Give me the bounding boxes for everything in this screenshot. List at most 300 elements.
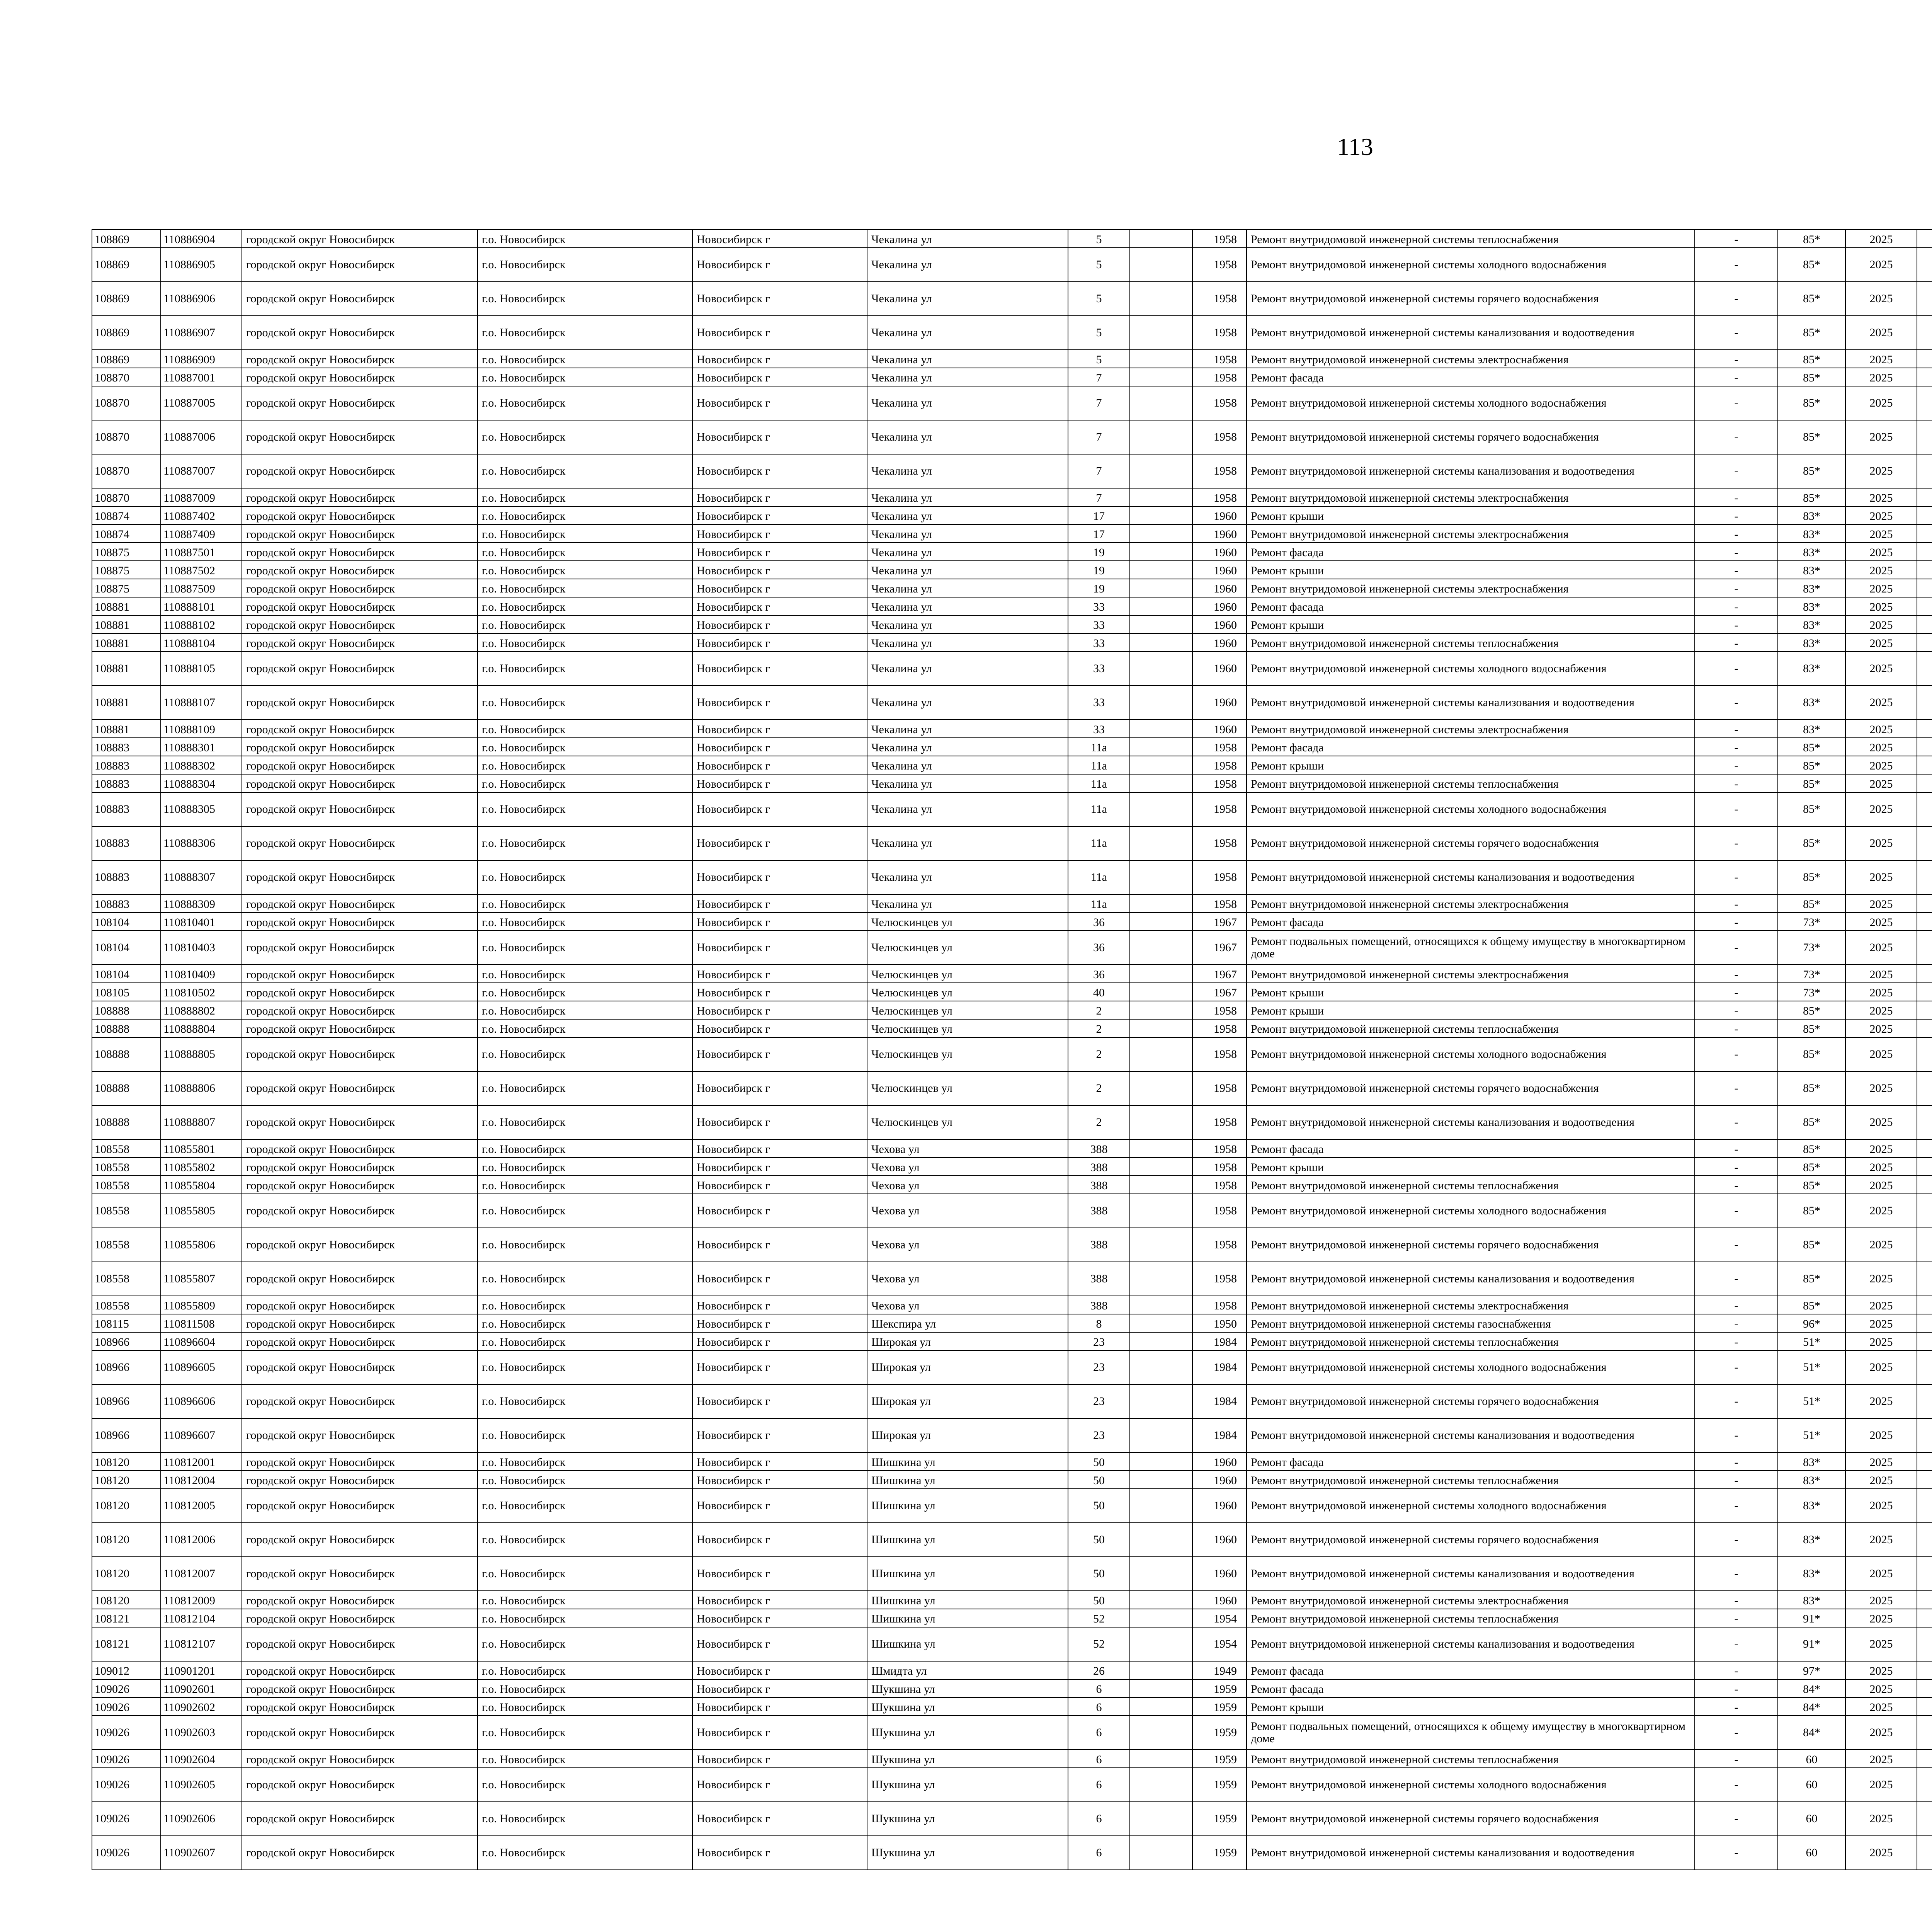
cell-building xyxy=(1130,1750,1192,1768)
cell-house-number: 2 xyxy=(1068,1001,1130,1019)
cell-street: Шишкина ул xyxy=(867,1471,1068,1489)
cell-locality: Новосибирск г xyxy=(692,561,867,579)
cell-work-id: 110896607 xyxy=(161,1418,242,1452)
cell-work-id: 110812104 xyxy=(161,1609,242,1627)
cell-year-built: 1958 xyxy=(1192,1037,1247,1071)
cell-indicator: - xyxy=(1695,965,1778,983)
cell-plan-year-end xyxy=(1917,488,1932,506)
cell-city-district: г.о. Новосибирск xyxy=(478,524,692,543)
cell-house-id: 108120 xyxy=(92,1591,161,1609)
cell-plan-year-start: 2025 xyxy=(1845,1523,1917,1557)
cell-work-type: Ремонт крыши xyxy=(1247,561,1695,579)
cell-plan-year-start: 2025 xyxy=(1845,282,1917,316)
cell-house-id: 108870 xyxy=(92,368,161,386)
cell-city-district: г.о. Новосибирск xyxy=(478,894,692,913)
cell-work-type: Ремонт внутридомовой инженерной системы холодного водоснабжения xyxy=(1247,386,1695,420)
cell-wear-percent: 85* xyxy=(1778,1158,1845,1176)
cell-municipality: городской округ Новосибирск xyxy=(242,1176,478,1194)
cell-locality: Новосибирск г xyxy=(692,652,867,686)
cell-locality: Новосибирск г xyxy=(692,894,867,913)
cell-wear-percent: 83* xyxy=(1778,543,1845,561)
cell-plan-year-end xyxy=(1917,1452,1932,1471)
cell-house-id: 109026 xyxy=(92,1697,161,1716)
cell-plan-year-end xyxy=(1917,1471,1932,1489)
cell-municipality: городской округ Новосибирск xyxy=(242,1228,478,1262)
cell-work-type: Ремонт внутридомовой инженерной системы электроснабжения xyxy=(1247,488,1695,506)
cell-building xyxy=(1130,983,1192,1001)
cell-work-type: Ремонт внутридомовой инженерной системы электроснабжения xyxy=(1247,350,1695,368)
table-row xyxy=(92,720,1932,738)
cell-work-type: Ремонт внутридомовой инженерной системы теплоснабжения xyxy=(1247,1019,1695,1037)
cell-work-type: Ремонт внутридомовой инженерной системы канализования и водоотведения xyxy=(1247,1262,1695,1296)
cell-wear-percent: 83* xyxy=(1778,579,1845,597)
cell-indicator: - xyxy=(1695,488,1778,506)
cell-work-type: Ремонт крыши xyxy=(1247,1158,1695,1176)
cell-building xyxy=(1130,1105,1192,1139)
cell-work-id: 110812005 xyxy=(161,1489,242,1523)
cell-house-id: 108115 xyxy=(92,1314,161,1332)
cell-plan-year-end xyxy=(1917,1350,1932,1384)
cell-street: Широкая ул xyxy=(867,1418,1068,1452)
cell-year-built: 1960 xyxy=(1192,1557,1247,1591)
cell-plan-year-start: 2025 xyxy=(1845,1489,1917,1523)
cell-municipality: городской округ Новосибирск xyxy=(242,454,478,488)
cell-street: Чекалина ул xyxy=(867,792,1068,826)
cell-indicator: - xyxy=(1695,931,1778,965)
cell-house-number: 33 xyxy=(1068,686,1130,720)
cell-city-district: г.о. Новосибирск xyxy=(478,720,692,738)
cell-year-built: 1958 xyxy=(1192,386,1247,420)
cell-house-number: 5 xyxy=(1068,350,1130,368)
cell-wear-percent: 85* xyxy=(1778,282,1845,316)
cell-work-id: 110888304 xyxy=(161,774,242,792)
cell-street: Шишкина ул xyxy=(867,1627,1068,1661)
cell-work-type: Ремонт крыши xyxy=(1247,615,1695,633)
cell-work-id: 110886904 xyxy=(161,230,242,248)
cell-street: Шукшина ул xyxy=(867,1768,1068,1802)
cell-municipality: городской округ Новосибирск xyxy=(242,774,478,792)
cell-building xyxy=(1130,1262,1192,1296)
cell-year-built: 1967 xyxy=(1192,983,1247,1001)
cell-street: Шишкина ул xyxy=(867,1609,1068,1627)
cell-street: Широкая ул xyxy=(867,1332,1068,1350)
cell-indicator: - xyxy=(1695,1176,1778,1194)
cell-work-id: 110887009 xyxy=(161,488,242,506)
cell-wear-percent: 83* xyxy=(1778,1471,1845,1489)
cell-year-built: 1958 xyxy=(1192,826,1247,860)
cell-city-district: г.о. Новосибирск xyxy=(478,1609,692,1627)
cell-work-id: 110902606 xyxy=(161,1802,242,1836)
cell-year-built: 1958 xyxy=(1192,1139,1247,1158)
cell-locality: Новосибирск г xyxy=(692,579,867,597)
cell-plan-year-end xyxy=(1917,1296,1932,1314)
table-body xyxy=(92,230,1932,1870)
cell-street: Чекалина ул xyxy=(867,506,1068,524)
cell-wear-percent: 51* xyxy=(1778,1418,1845,1452)
cell-city-district: г.о. Новосибирск xyxy=(478,1001,692,1019)
cell-building xyxy=(1130,1158,1192,1176)
cell-city-district: г.о. Новосибирск xyxy=(478,1661,692,1679)
cell-plan-year-start: 2025 xyxy=(1845,1019,1917,1037)
cell-year-built: 1960 xyxy=(1192,579,1247,597)
cell-house-id: 108883 xyxy=(92,774,161,792)
cell-year-built: 1967 xyxy=(1192,965,1247,983)
cell-plan-year-start: 2025 xyxy=(1845,1001,1917,1019)
cell-work-id: 110888101 xyxy=(161,597,242,615)
cell-year-built: 1958 xyxy=(1192,1228,1247,1262)
cell-wear-percent: 84* xyxy=(1778,1716,1845,1750)
cell-street: Шишкина ул xyxy=(867,1591,1068,1609)
cell-house-id: 108875 xyxy=(92,579,161,597)
cell-plan-year-start: 2025 xyxy=(1845,774,1917,792)
cell-locality: Новосибирск г xyxy=(692,1139,867,1158)
cell-indicator: - xyxy=(1695,774,1778,792)
cell-plan-year-end xyxy=(1917,561,1932,579)
cell-work-id: 110855801 xyxy=(161,1139,242,1158)
cell-street: Чехова ул xyxy=(867,1139,1068,1158)
cell-wear-percent: 85* xyxy=(1778,792,1845,826)
cell-work-id: 110896606 xyxy=(161,1384,242,1418)
cell-street: Чекалина ул xyxy=(867,720,1068,738)
cell-indicator: - xyxy=(1695,1661,1778,1679)
table-row xyxy=(92,420,1932,454)
table-row xyxy=(92,506,1932,524)
cell-work-type: Ремонт фасада xyxy=(1247,1452,1695,1471)
cell-year-built: 1958 xyxy=(1192,1158,1247,1176)
cell-city-district: г.о. Новосибирск xyxy=(478,597,692,615)
cell-plan-year-end xyxy=(1917,248,1932,282)
cell-indicator: - xyxy=(1695,1836,1778,1870)
cell-plan-year-end xyxy=(1917,774,1932,792)
cell-building xyxy=(1130,1836,1192,1870)
cell-municipality: городской округ Новосибирск xyxy=(242,652,478,686)
cell-house-id: 108875 xyxy=(92,543,161,561)
cell-locality: Новосибирск г xyxy=(692,316,867,350)
cell-indicator: - xyxy=(1695,1228,1778,1262)
cell-municipality: городской округ Новосибирск xyxy=(242,524,478,543)
cell-work-id: 110888307 xyxy=(161,860,242,894)
cell-municipality: городской округ Новосибирск xyxy=(242,1609,478,1627)
cell-municipality: городской округ Новосибирск xyxy=(242,1350,478,1384)
cell-plan-year-end xyxy=(1917,1037,1932,1071)
cell-street: Чекалина ул xyxy=(867,860,1068,894)
cell-plan-year-start: 2025 xyxy=(1845,1627,1917,1661)
cell-building xyxy=(1130,720,1192,738)
cell-building xyxy=(1130,894,1192,913)
cell-work-id: 110888806 xyxy=(161,1071,242,1105)
cell-municipality: городской округ Новосибирск xyxy=(242,368,478,386)
table-row xyxy=(92,894,1932,913)
cell-house-id: 108104 xyxy=(92,931,161,965)
cell-indicator: - xyxy=(1695,1019,1778,1037)
cell-street: Шекспира ул xyxy=(867,1314,1068,1332)
cell-plan-year-start: 2025 xyxy=(1845,686,1917,720)
cell-year-built: 1984 xyxy=(1192,1332,1247,1350)
cell-building xyxy=(1130,1037,1192,1071)
cell-indicator: - xyxy=(1695,983,1778,1001)
cell-house-id: 108883 xyxy=(92,826,161,860)
cell-work-id: 110886906 xyxy=(161,282,242,316)
cell-house-id: 108966 xyxy=(92,1384,161,1418)
cell-plan-year-start: 2025 xyxy=(1845,1557,1917,1591)
cell-wear-percent: 84* xyxy=(1778,1697,1845,1716)
cell-locality: Новосибирск г xyxy=(692,524,867,543)
cell-municipality: городской округ Новосибирск xyxy=(242,1384,478,1418)
cell-house-id: 108883 xyxy=(92,756,161,774)
cell-street: Чекалина ул xyxy=(867,774,1068,792)
cell-plan-year-end xyxy=(1917,1768,1932,1802)
table-row xyxy=(92,1661,1932,1679)
table-row xyxy=(92,1418,1932,1452)
cell-work-type: Ремонт внутридомовой инженерной системы канализования и водоотведения xyxy=(1247,860,1695,894)
table-row xyxy=(92,1836,1932,1870)
cell-municipality: городской округ Новосибирск xyxy=(242,1768,478,1802)
cell-plan-year-end xyxy=(1917,1001,1932,1019)
cell-plan-year-start: 2025 xyxy=(1845,615,1917,633)
cell-plan-year-end xyxy=(1917,1105,1932,1139)
cell-building xyxy=(1130,561,1192,579)
cell-indicator: - xyxy=(1695,506,1778,524)
cell-plan-year-end xyxy=(1917,420,1932,454)
cell-year-built: 1967 xyxy=(1192,931,1247,965)
cell-municipality: городской округ Новосибирск xyxy=(242,1679,478,1697)
cell-work-type: Ремонт внутридомовой инженерной системы газоснабжения xyxy=(1247,1314,1695,1332)
cell-work-id: 110902601 xyxy=(161,1679,242,1697)
cell-house-id: 108558 xyxy=(92,1296,161,1314)
cell-work-type: Ремонт крыши xyxy=(1247,756,1695,774)
cell-building xyxy=(1130,1296,1192,1314)
table-row xyxy=(92,965,1932,983)
cell-house-id: 108558 xyxy=(92,1158,161,1176)
cell-wear-percent: 85* xyxy=(1778,1176,1845,1194)
cell-work-type: Ремонт внутридомовой инженерной системы теплоснабжения xyxy=(1247,230,1695,248)
cell-city-district: г.о. Новосибирск xyxy=(478,1105,692,1139)
cell-work-id: 110810409 xyxy=(161,965,242,983)
cell-plan-year-end xyxy=(1917,1523,1932,1557)
cell-house-id: 108881 xyxy=(92,720,161,738)
cell-street: Чекалина ул xyxy=(867,248,1068,282)
cell-indicator: - xyxy=(1695,633,1778,652)
cell-work-id: 110855802 xyxy=(161,1158,242,1176)
cell-building xyxy=(1130,826,1192,860)
cell-indicator: - xyxy=(1695,1802,1778,1836)
cell-house-number: 2 xyxy=(1068,1019,1130,1037)
cell-house-number: 11а xyxy=(1068,792,1130,826)
cell-work-id: 110901201 xyxy=(161,1661,242,1679)
cell-house-number: 50 xyxy=(1068,1591,1130,1609)
cell-locality: Новосибирск г xyxy=(692,1627,867,1661)
cell-house-id: 108966 xyxy=(92,1418,161,1452)
cell-plan-year-end xyxy=(1917,386,1932,420)
cell-locality: Новосибирск г xyxy=(692,1836,867,1870)
cell-locality: Новосибирск г xyxy=(692,615,867,633)
cell-plan-year-start: 2025 xyxy=(1845,248,1917,282)
table-row xyxy=(92,386,1932,420)
cell-locality: Новосибирск г xyxy=(692,931,867,965)
cell-municipality: городской округ Новосибирск xyxy=(242,894,478,913)
cell-work-id: 110888105 xyxy=(161,652,242,686)
cell-house-id: 108881 xyxy=(92,633,161,652)
table-row xyxy=(92,597,1932,615)
cell-building xyxy=(1130,931,1192,965)
cell-plan-year-start: 2025 xyxy=(1845,316,1917,350)
cell-municipality: городской округ Новосибирск xyxy=(242,597,478,615)
cell-city-district: г.о. Новосибирск xyxy=(478,1384,692,1418)
table-row xyxy=(92,368,1932,386)
cell-plan-year-end xyxy=(1917,1609,1932,1627)
cell-year-built: 1958 xyxy=(1192,1001,1247,1019)
cell-year-built: 1958 xyxy=(1192,488,1247,506)
cell-year-built: 1959 xyxy=(1192,1697,1247,1716)
cell-city-district: г.о. Новосибирск xyxy=(478,1471,692,1489)
cell-street: Чехова ул xyxy=(867,1262,1068,1296)
cell-indicator: - xyxy=(1695,1296,1778,1314)
cell-plan-year-end xyxy=(1917,913,1932,931)
cell-plan-year-start: 2025 xyxy=(1845,1158,1917,1176)
cell-house-id: 108874 xyxy=(92,524,161,543)
cell-building xyxy=(1130,1557,1192,1591)
cell-work-type: Ремонт внутридомовой инженерной системы горячего водоснабжения xyxy=(1247,826,1695,860)
cell-house-number: 7 xyxy=(1068,386,1130,420)
cell-plan-year-start: 2025 xyxy=(1845,230,1917,248)
cell-building xyxy=(1130,1314,1192,1332)
cell-house-id: 108870 xyxy=(92,488,161,506)
cell-municipality: городской округ Новосибирск xyxy=(242,1523,478,1557)
cell-work-id: 110812001 xyxy=(161,1452,242,1471)
table-row xyxy=(92,454,1932,488)
cell-city-district: г.о. Новосибирск xyxy=(478,1158,692,1176)
cell-street: Шишкина ул xyxy=(867,1557,1068,1591)
cell-work-id: 110888104 xyxy=(161,633,242,652)
cell-wear-percent: 83* xyxy=(1778,1591,1845,1609)
page-number: 113 xyxy=(1337,133,1373,160)
cell-city-district: г.о. Новосибирск xyxy=(478,579,692,597)
cell-year-built: 1958 xyxy=(1192,774,1247,792)
cell-wear-percent: 85* xyxy=(1778,1194,1845,1228)
cell-plan-year-end xyxy=(1917,1697,1932,1716)
cell-plan-year-start: 2025 xyxy=(1845,931,1917,965)
repair-program-table xyxy=(92,229,1932,1870)
cell-work-type: Ремонт фасада xyxy=(1247,738,1695,756)
cell-work-type: Ремонт внутридомовой инженерной системы теплоснабжения xyxy=(1247,1609,1695,1627)
cell-plan-year-end xyxy=(1917,1557,1932,1591)
cell-city-district: г.о. Новосибирск xyxy=(478,1296,692,1314)
cell-work-type: Ремонт внутридомовой инженерной системы теплоснабжения xyxy=(1247,774,1695,792)
cell-plan-year-start: 2025 xyxy=(1845,1768,1917,1802)
cell-municipality: городской округ Новосибирск xyxy=(242,1139,478,1158)
cell-year-built: 1949 xyxy=(1192,1661,1247,1679)
table-row xyxy=(92,1228,1932,1262)
cell-indicator: - xyxy=(1695,686,1778,720)
cell-building xyxy=(1130,316,1192,350)
cell-house-id: 108869 xyxy=(92,282,161,316)
cell-house-number: 6 xyxy=(1068,1802,1130,1836)
table-row xyxy=(92,1350,1932,1384)
cell-municipality: городской округ Новосибирск xyxy=(242,1750,478,1768)
cell-wear-percent: 51* xyxy=(1778,1350,1845,1384)
cell-house-id: 108870 xyxy=(92,386,161,420)
cell-wear-percent: 85* xyxy=(1778,420,1845,454)
cell-plan-year-end xyxy=(1917,282,1932,316)
cell-plan-year-end xyxy=(1917,543,1932,561)
cell-plan-year-start: 2025 xyxy=(1845,579,1917,597)
cell-house-number: 40 xyxy=(1068,983,1130,1001)
cell-wear-percent: 85* xyxy=(1778,1037,1845,1071)
cell-street: Чекалина ул xyxy=(867,633,1068,652)
cell-indicator: - xyxy=(1695,350,1778,368)
cell-work-type: Ремонт внутридомовой инженерной системы канализования и водоотведения xyxy=(1247,1105,1695,1139)
cell-indicator: - xyxy=(1695,1314,1778,1332)
cell-municipality: городской округ Новосибирск xyxy=(242,931,478,965)
cell-building xyxy=(1130,230,1192,248)
cell-plan-year-start: 2025 xyxy=(1845,1139,1917,1158)
cell-work-id: 110887509 xyxy=(161,579,242,597)
cell-wear-percent: 97* xyxy=(1778,1661,1845,1679)
cell-municipality: городской округ Новосибирск xyxy=(242,1262,478,1296)
cell-plan-year-start: 2025 xyxy=(1845,894,1917,913)
cell-year-built: 1960 xyxy=(1192,597,1247,615)
cell-work-id: 110810403 xyxy=(161,931,242,965)
cell-wear-percent: 83* xyxy=(1778,686,1845,720)
table-row xyxy=(92,1679,1932,1697)
cell-building xyxy=(1130,1001,1192,1019)
cell-year-built: 1959 xyxy=(1192,1802,1247,1836)
cell-building xyxy=(1130,1071,1192,1105)
cell-work-id: 110902604 xyxy=(161,1750,242,1768)
cell-locality: Новосибирск г xyxy=(692,454,867,488)
cell-work-type: Ремонт крыши xyxy=(1247,506,1695,524)
cell-building xyxy=(1130,1609,1192,1627)
cell-locality: Новосибирск г xyxy=(692,756,867,774)
cell-year-built: 1958 xyxy=(1192,756,1247,774)
cell-plan-year-start: 2025 xyxy=(1845,1314,1917,1332)
cell-locality: Новосибирск г xyxy=(692,720,867,738)
cell-house-id: 109026 xyxy=(92,1836,161,1870)
cell-house-id: 108121 xyxy=(92,1627,161,1661)
cell-house-number: 7 xyxy=(1068,488,1130,506)
table-row xyxy=(92,1194,1932,1228)
cell-house-number: 2 xyxy=(1068,1037,1130,1071)
cell-city-district: г.о. Новосибирск xyxy=(478,1314,692,1332)
cell-municipality: городской округ Новосибирск xyxy=(242,633,478,652)
cell-building xyxy=(1130,1523,1192,1557)
cell-year-built: 1960 xyxy=(1192,1471,1247,1489)
cell-plan-year-start: 2025 xyxy=(1845,1228,1917,1262)
cell-work-type: Ремонт внутридомовой инженерной системы теплоснабжения xyxy=(1247,1176,1695,1194)
cell-indicator: - xyxy=(1695,1557,1778,1591)
cell-indicator: - xyxy=(1695,652,1778,686)
table-row xyxy=(92,488,1932,506)
cell-indicator: - xyxy=(1695,1471,1778,1489)
cell-city-district: г.о. Новосибирск xyxy=(478,1350,692,1384)
table-row xyxy=(92,792,1932,826)
cell-locality: Новосибирск г xyxy=(692,826,867,860)
cell-locality: Новосибирск г xyxy=(692,230,867,248)
cell-street: Чехова ул xyxy=(867,1176,1068,1194)
cell-city-district: г.о. Новосибирск xyxy=(478,386,692,420)
cell-house-number: 50 xyxy=(1068,1452,1130,1471)
cell-locality: Новосибирск г xyxy=(692,386,867,420)
cell-building xyxy=(1130,506,1192,524)
cell-wear-percent: 85* xyxy=(1778,1262,1845,1296)
cell-year-built: 1959 xyxy=(1192,1836,1247,1870)
cell-year-built: 1958 xyxy=(1192,1019,1247,1037)
cell-municipality: городской округ Новосибирск xyxy=(242,615,478,633)
cell-city-district: г.о. Новосибирск xyxy=(478,454,692,488)
cell-wear-percent: 85* xyxy=(1778,1019,1845,1037)
cell-plan-year-start: 2025 xyxy=(1845,561,1917,579)
cell-city-district: г.о. Новосибирск xyxy=(478,633,692,652)
